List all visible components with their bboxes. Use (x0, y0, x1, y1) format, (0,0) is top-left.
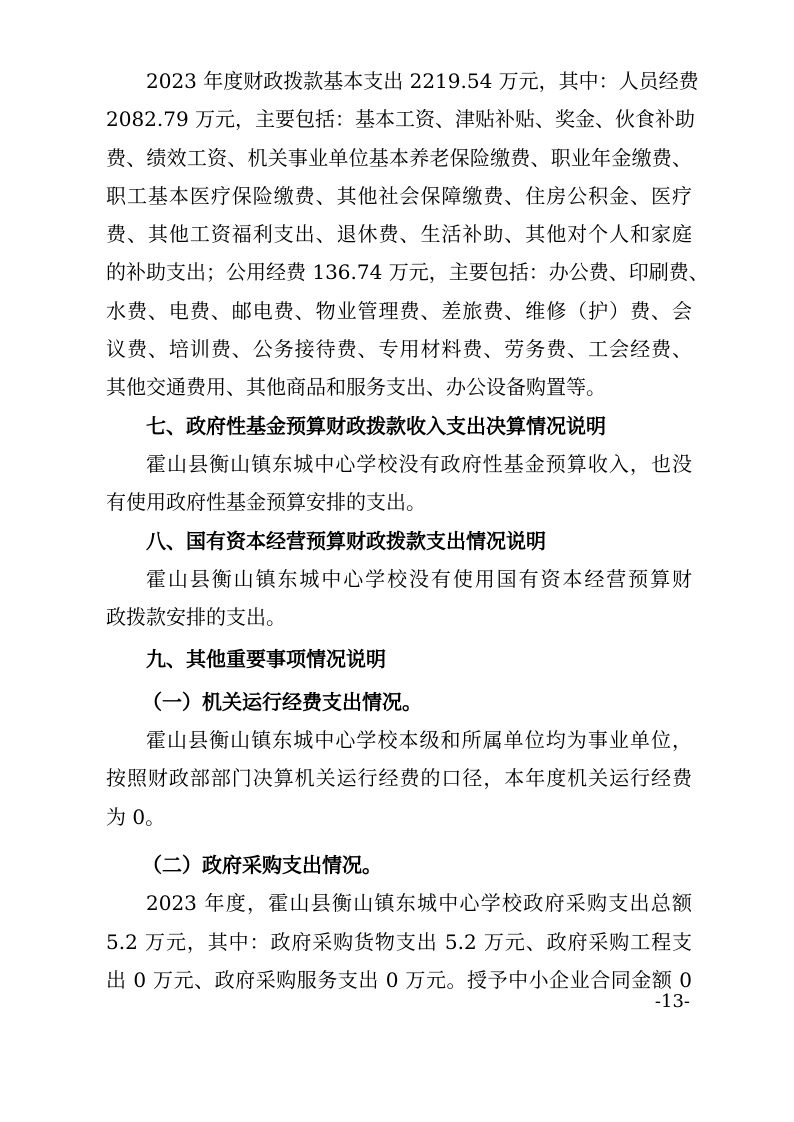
text-line: 费、其他工资福利支出、退休费、生活补助、其他对个人和家庭 (106, 222, 692, 247)
text-line: 按照财政部部门决算机关运行经费的口径，本年度机关运行经费 (106, 766, 692, 791)
paragraph-basic-expenditure (106, 62, 709, 407)
page-number: -13- (654, 991, 690, 1012)
paragraph-section-8 (106, 560, 692, 637)
text-line: 2023 年度财政拨款基本支出 2219.54 万元，其中：人员经费 (146, 69, 699, 93)
text-line: 政拨款安排的支出。 (106, 605, 286, 630)
section-heading-9: 九、其他重要事项情况说明 (146, 647, 386, 672)
subsection-heading-2: （二）政府采购支出情况。 (142, 852, 382, 877)
page-content (106, 62, 709, 999)
text-line: 议费、培训费、公务接待费、专用材料费、劳务费、工会经费、 (106, 337, 692, 362)
paragraph-subsection-1 (106, 721, 692, 836)
text-line: 职工基本医疗保险缴费、其他社会保障缴费、住房公积金、医疗 (106, 183, 692, 208)
text-line: 霍山县衡山镇东城中心学校没有使用国有资本经营预算财 (146, 566, 692, 591)
text-line: 的补助支出；公用经费 136.74 万元，主要包括：办公费、印刷费、 (106, 260, 709, 285)
text-line: 霍山县衡山镇东城中心学校本级和所属单位均为事业单位， (146, 728, 692, 753)
text-line: 出 0 万元、政府采购服务支出 0 万元。授予中小企业合同金额 0 (106, 967, 692, 992)
text-line: 霍山县衡山镇东城中心学校没有政府性基金预算收入，也没 (146, 451, 692, 476)
paragraph-section-7 (106, 445, 692, 522)
paragraph-subsection-2 (106, 884, 692, 999)
text-line: 费、绩效工资、机关事业单位基本养老保险缴费、职业年金缴费、 (106, 145, 692, 170)
text-line: 5.2 万元，其中：政府采购货物支出 5.2 万元、政府采购工程支 (106, 929, 692, 954)
text-line: 2082.79 万元，主要包括：基本工资、津贴补贴、奖金、伙食补助 (106, 107, 696, 132)
section-heading-8: 八、国有资本经营预算财政拨款支出情况说明 (146, 528, 546, 553)
text-line: 2023 年度，霍山县衡山镇东城中心学校政府采购支出总额 (146, 891, 692, 916)
text-line: 水费、电费、邮电费、物业管理费、差旅费、维修（护）费、会 (106, 298, 692, 323)
subsection-heading-1: （一）机关运行经费支出情况。 (142, 689, 422, 714)
section-heading-7: 七、政府性基金预算财政拨款收入支出决算情况说明 (146, 413, 606, 438)
text-line: 其他交通费用、其他商品和服务支出、办公设备购置等。 (106, 375, 606, 400)
text-line: 有使用政府性基金预算安排的支出。 (106, 490, 426, 515)
text-line: 为 0。 (106, 804, 166, 829)
